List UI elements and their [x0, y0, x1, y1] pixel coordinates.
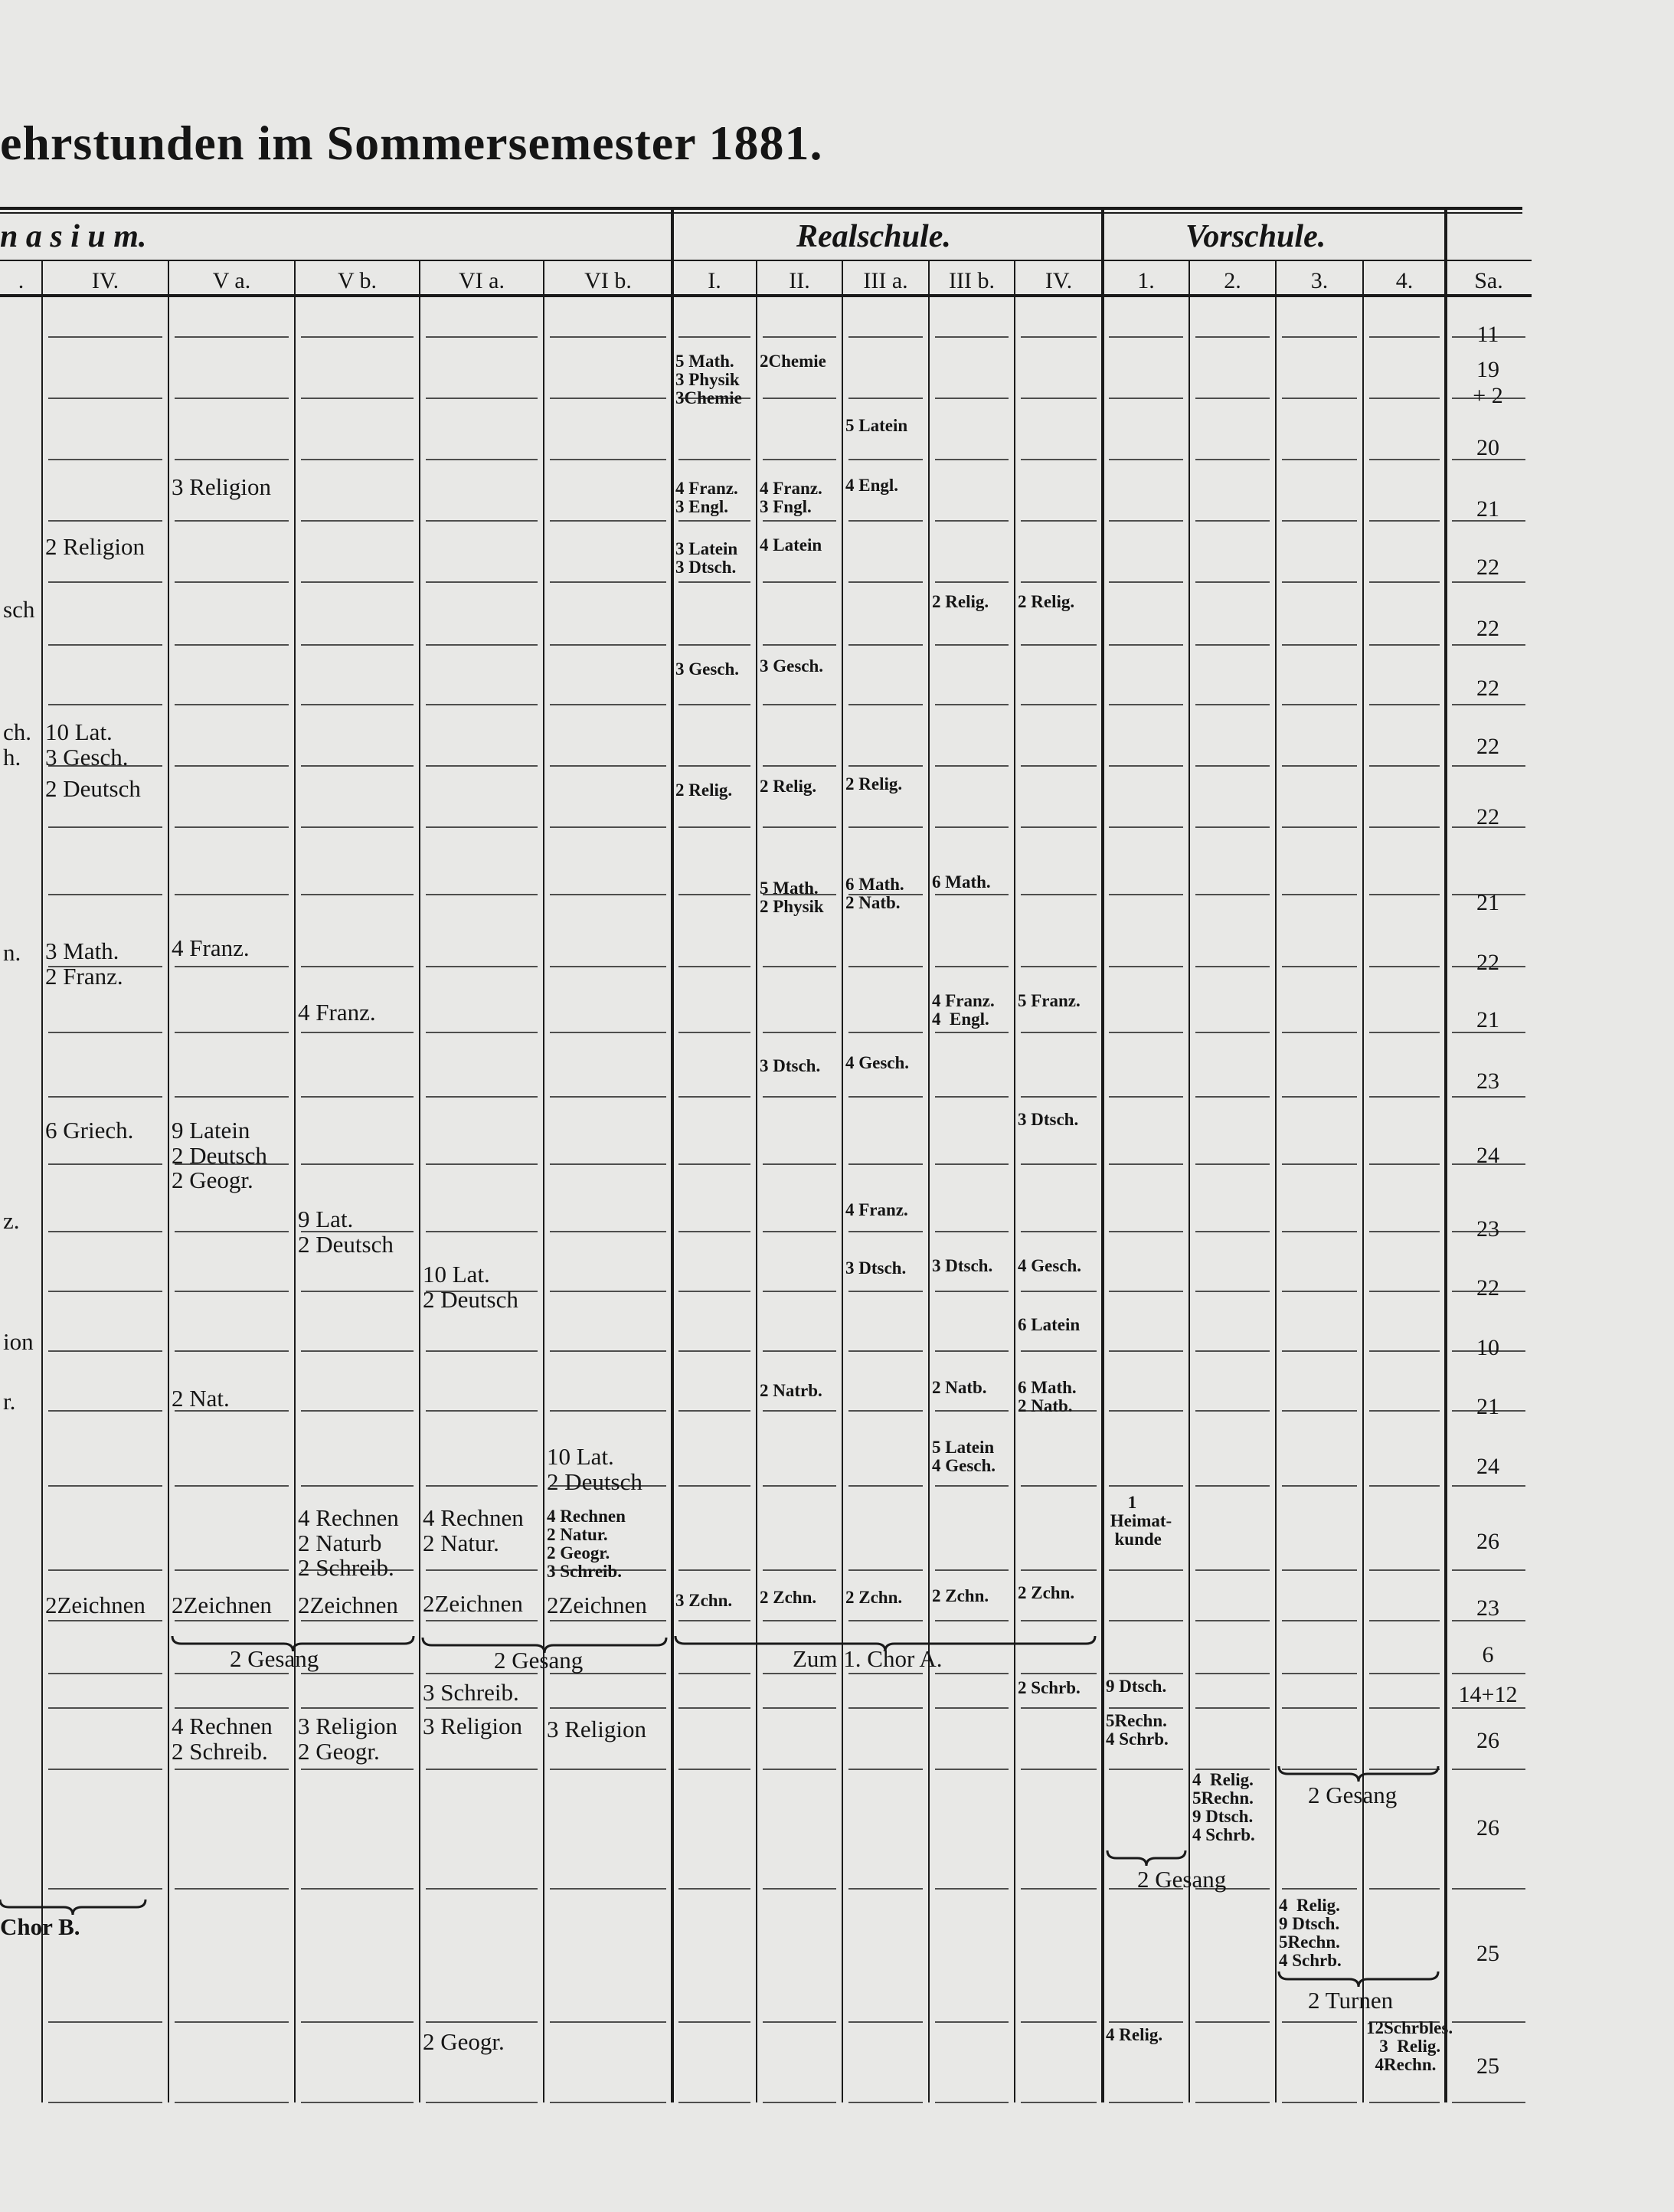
brace-gesang-v34 [1279, 1766, 1438, 1782]
brace-chor-b [0, 1900, 145, 1915]
lesson-cell: 2Chemie [760, 352, 826, 371]
sum-value: 21 [1476, 1007, 1499, 1032]
sum-value: 22 [1476, 804, 1499, 830]
lesson-cell: 4 Rechnen 2 Schreib. [172, 1713, 273, 1765]
lesson-cell: 10 Lat. 2 Deutsch [547, 1443, 642, 1495]
sum-value: 11 [1476, 322, 1499, 347]
lesson-cell: 2 Geogr. [423, 2028, 505, 2055]
lesson-cell: 2 Religion [45, 533, 145, 560]
lesson-cell: 4 Relig. 5Rechn. 9 Dtsch. 4 Schrb. [1192, 1770, 1255, 1845]
sum-value: 21 [1476, 496, 1499, 522]
lesson-cell: 2 Relig. [932, 592, 989, 611]
sum-value: 23 [1476, 1595, 1499, 1621]
column-header: 4. [1395, 268, 1414, 293]
lesson-cell: 6 Math. [932, 872, 991, 892]
group-vorschule: Vorschule. [1185, 219, 1326, 254]
lesson-cell: 10 Lat. 3 Gesch. [45, 718, 129, 771]
lesson-cell: 5Rechn. 4 Schrb. [1106, 1711, 1169, 1749]
lesson-cell: 2 Zchn. [1018, 1583, 1075, 1602]
lesson-cell: 5 Franz. [1018, 991, 1081, 1010]
lesson-cell: 10 Lat. 2 Deutsch [423, 1261, 518, 1313]
lesson-cell: 3 Dtsch. [1018, 1110, 1079, 1129]
sum-value: 26 [1476, 1728, 1499, 1753]
lesson-cell: 2 Zchn. [932, 1586, 989, 1605]
lesson-cell: 3 Gesch. [760, 656, 824, 676]
lesson-cell: 4 Franz. [172, 934, 250, 961]
column-header: 2. [1224, 268, 1241, 293]
lesson-cell: 4 Franz. 3 Fngl. [760, 479, 822, 517]
turnen-span: 2 Turnen [1308, 1987, 1394, 2014]
lesson-cell: 2 Natrb. [760, 1381, 822, 1400]
lesson-cell: 2 Deutsch [45, 775, 141, 802]
gesang-span-vorschule-34: 2 Gesang [1308, 1782, 1398, 1808]
column-header: II. [789, 268, 810, 293]
sum-value: 22 [1476, 1275, 1499, 1301]
lesson-cell: 9 Lat. 2 Deutsch [298, 1206, 394, 1258]
lesson-cell: n. [3, 939, 21, 966]
lesson-cell: 2 Zchn. [845, 1588, 903, 1607]
lesson-cell: 4 Engl. [845, 476, 899, 495]
column-header: V b. [337, 268, 378, 293]
lesson-cell: 2 Natb. [932, 1378, 987, 1397]
lesson-cell: 4 Gesch. [845, 1053, 910, 1072]
sum-value: 25 [1476, 2053, 1499, 2079]
lesson-cell: 4 Relig. [1106, 2025, 1163, 2044]
lesson-cell: 6 Math. 2 Natb. [1018, 1378, 1077, 1416]
lesson-cell: 2 Zchn. [760, 1588, 817, 1607]
lesson-cell: 2Zeichnen [423, 1590, 523, 1617]
sum-value: 22 [1476, 616, 1499, 641]
lesson-cell: 3 Math. 2 Franz. [45, 937, 123, 990]
lesson-cell: 6 Latein [1018, 1315, 1081, 1334]
lesson-cell: 2 Relig. [845, 774, 903, 794]
lesson-cell: 5 Latein 4 Gesch. [932, 1438, 996, 1476]
sum-value: 26 [1476, 1529, 1499, 1554]
lesson-cell: 3 Dtsch. [760, 1056, 821, 1075]
lesson-cell: z. [3, 1207, 20, 1234]
lesson-cell: 6 Math. 2 Natb. [845, 875, 904, 913]
lesson-cell: 4 Rechnen 2 Natur. 2 Geogr. 3 Schreib. [547, 1507, 626, 1582]
lesson-cell: 4 Franz. [298, 999, 376, 1026]
lesson-cell: 3 Zchn. [675, 1591, 733, 1610]
column-header: 1. [1137, 268, 1155, 293]
column-header: III b. [949, 268, 995, 293]
column-header: V a. [212, 268, 251, 293]
lesson-cell: 3 Religion [423, 1713, 523, 1739]
lesson-cell: 5 Math. 2 Physik [760, 879, 824, 917]
sum-value: 25 [1476, 1941, 1499, 1966]
chor-a-span: Zum 1. Chor A. [793, 1645, 943, 1672]
sum-value: 24 [1476, 1454, 1499, 1479]
lesson-cell: 9 Dtsch. [1106, 1677, 1167, 1696]
column-header: IV. [91, 268, 119, 293]
gesang-span-1: 2 Gesang [230, 1645, 319, 1672]
column-header: III a. [863, 268, 908, 293]
lesson-cell: 4 Franz. 4 Engl. [932, 991, 995, 1029]
sum-value: 22 [1476, 676, 1499, 701]
lesson-cell: 4 Franz. [845, 1200, 908, 1219]
column-header: I. [708, 268, 721, 293]
lesson-cell: 9 Latein 2 Deutsch 2 Geogr. [172, 1117, 267, 1194]
lesson-cell: 2Zeichnen [45, 1592, 145, 1618]
sum-value: 21 [1476, 890, 1499, 915]
lesson-cell: ch. h. [3, 718, 32, 771]
sum-value: 23 [1476, 1068, 1499, 1094]
brace-turnen [1279, 1971, 1438, 1987]
sum-value: 19 [1476, 357, 1499, 382]
lesson-cell: 2 Relig. [1018, 592, 1075, 611]
lesson-cell: 1 Heimat- kunde [1110, 1493, 1172, 1549]
lesson-cell: 2 Relig. [760, 777, 817, 796]
lesson-cell: sch [3, 596, 35, 623]
lesson-cell: 3 Gesch. [675, 659, 740, 679]
sum-value: 10 [1476, 1335, 1499, 1360]
sum-value: 21 [1476, 1394, 1499, 1419]
lesson-cell: 3 Latein 3 Dtsch. [675, 539, 738, 578]
chor-b-span: Chor B. [0, 1913, 80, 1940]
page-title: ehrstunden im Sommersemester 1881. [0, 116, 823, 170]
lesson-cell: 2 Nat. [172, 1385, 230, 1412]
lesson-cell: 4 Relig. 9 Dtsch. 5Rechn. 4 Schrb. [1279, 1896, 1342, 1971]
lesson-cell: 5 Math. 3 Physik 3Chemie [675, 352, 742, 408]
gesang-span-vorschule-12: 2 Gesang [1137, 1866, 1227, 1893]
group-realschule: Realschule. [796, 219, 951, 254]
lesson-cell: ion [3, 1328, 34, 1355]
column-header: Sa. [1474, 268, 1503, 293]
sum-value: 22 [1476, 734, 1499, 759]
lesson-cell: 2Zeichnen [547, 1592, 647, 1618]
lesson-cell: r. [3, 1388, 16, 1415]
sum-value: 22 [1476, 950, 1499, 975]
column-header: 3. [1310, 268, 1329, 293]
lesson-cell: 3 Religion 2 Geogr. [298, 1713, 398, 1765]
sum-value: 26 [1476, 1815, 1499, 1841]
brace-gesang-v12 [1107, 1850, 1185, 1866]
lesson-cell: 4 Rechnen 2 Natur. [423, 1504, 524, 1556]
group-gymnasium: n a s i u m. [0, 219, 147, 254]
lesson-cell: 4 Latein [760, 535, 822, 555]
lesson-cell: 4 Rechnen 2 Naturb 2 Schreib. [298, 1504, 399, 1582]
lesson-cell: 4 Gesch. [1018, 1256, 1082, 1275]
sum-value: + 2 [1473, 383, 1503, 408]
lesson-cell: 3 Religion [172, 473, 272, 500]
sum-value: 23 [1476, 1216, 1499, 1242]
column-header: IV. [1045, 268, 1073, 293]
lesson-cell: 4 Franz. 3 Engl. [675, 479, 738, 517]
sum-value: 14+12 [1458, 1682, 1518, 1707]
lesson-cell: 12Schrbles. 3 Relig. 4Rechn. [1366, 2018, 1453, 2075]
column-header: VI b. [584, 268, 632, 293]
lesson-cell: 2 Relig. [675, 780, 733, 800]
sum-value: 22 [1476, 555, 1499, 580]
lesson-cell: 2Zeichnen [298, 1592, 398, 1618]
lesson-cell: 3 Dtsch. [932, 1256, 993, 1275]
sum-value: 20 [1476, 435, 1499, 460]
lesson-cell: 6 Griech. [45, 1117, 134, 1144]
sum-value: 24 [1476, 1143, 1499, 1168]
column-header: VI a. [459, 268, 505, 293]
gesang-span-2: 2 Gesang [494, 1647, 584, 1674]
lesson-cell: 2Zeichnen [172, 1592, 272, 1618]
lesson-cell: 3 Religion [547, 1716, 647, 1742]
sum-value: 6 [1482, 1642, 1494, 1667]
column-header: . [18, 268, 25, 293]
lesson-cell: 5 Latein [845, 416, 908, 435]
lesson-cell: 3 Schreib. [423, 1679, 519, 1706]
lesson-cell: 3 Dtsch. [845, 1258, 907, 1278]
lesson-cell: 2 Schrb. [1018, 1678, 1081, 1697]
